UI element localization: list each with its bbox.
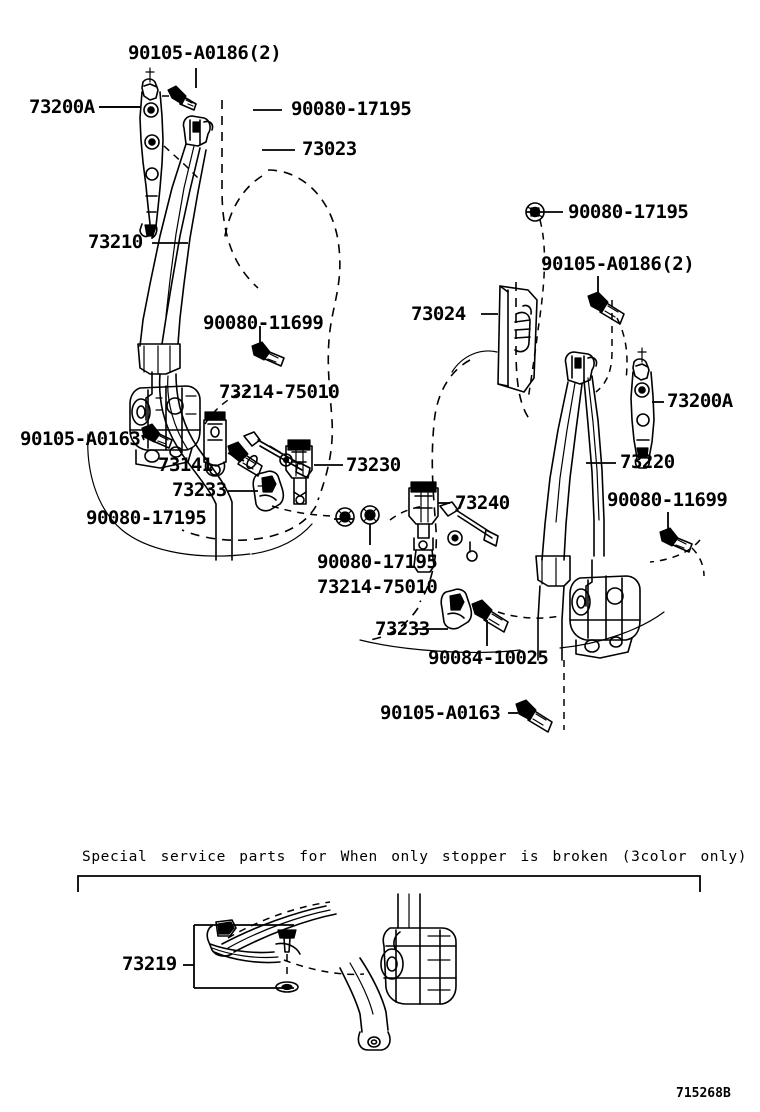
assembly-line xyxy=(617,318,627,380)
part-90105-a0186-right-bolt xyxy=(588,276,624,324)
label-73230: 73230 xyxy=(346,454,401,476)
label-73233-left: 73233 xyxy=(172,479,227,501)
part-73220-belt-webbing xyxy=(536,352,604,586)
part-90080-11699-right-bolt xyxy=(660,512,692,552)
sheet-id: 715268B xyxy=(676,1086,731,1101)
label-90105-a0163-left: 90105-A0163 xyxy=(20,428,141,450)
assembly-line xyxy=(272,506,336,516)
label-73233-mid: 73233 xyxy=(375,618,430,640)
label-73141: 73141 xyxy=(158,454,213,476)
part-90105-a0163-bottom-bolt xyxy=(516,700,552,732)
label-90080-11699-right: 90080-11699 xyxy=(607,489,728,511)
part-73200a-left-adjuster xyxy=(140,68,163,238)
part-73141-bolt xyxy=(228,442,262,476)
label-73024: 73024 xyxy=(411,303,466,325)
part-73210-belt-webbing xyxy=(138,116,213,374)
label-90080-11699-left: 90080-11699 xyxy=(203,312,324,334)
part-90080-17195-left-nut xyxy=(336,508,354,526)
label-73214-75010-mid: 73214-75010 xyxy=(317,576,438,598)
label-73240: 73240 xyxy=(455,492,510,514)
label-73214-75010-left: 73214-75010 xyxy=(219,381,340,403)
part-73230-buckle xyxy=(286,440,312,504)
part-90080-17195-middle-nut xyxy=(361,506,379,545)
bottom-diagram-73219 xyxy=(183,894,456,1050)
label-90080-17195-top: 90080-17195 xyxy=(291,98,412,120)
label-90080-17195-left: 90080-17195 xyxy=(86,507,207,529)
label-90084-10025: 90084-10025 xyxy=(428,647,549,669)
assembly-line xyxy=(692,548,704,576)
label-90080-17195-mid: 90080-17195 xyxy=(317,551,438,573)
part-73233-clip-middle xyxy=(441,589,471,629)
assembly-line xyxy=(164,146,200,180)
label-90105-a0163-mid: 90105-A0163 xyxy=(380,702,501,724)
label-73210: 73210 xyxy=(88,231,143,253)
part-73200a-right-adjuster xyxy=(631,348,654,468)
label-90105-a0186-right: 90105-A0186(2) xyxy=(541,253,695,275)
special-service-note: Special service parts for When only stopper is broken (3color only) xyxy=(82,849,748,865)
special-parts-bracket xyxy=(78,876,700,892)
part-90084-10025-screw xyxy=(472,600,508,646)
part-90105-a0186-left-bolt xyxy=(168,86,196,110)
label-73200a-right: 73200A xyxy=(667,390,733,412)
label-73200a-left: 73200A xyxy=(29,96,95,118)
label-90080-17195-right: 90080-17195 xyxy=(568,201,689,223)
assembly-line xyxy=(498,612,560,618)
label-73220: 73220 xyxy=(620,451,675,473)
part-73220-retractor xyxy=(570,560,640,658)
label-90105-a0186-left: 90105-A0186(2) xyxy=(128,42,282,64)
label-73023: 73023 xyxy=(302,138,357,160)
label-73219: 73219 xyxy=(122,953,177,975)
